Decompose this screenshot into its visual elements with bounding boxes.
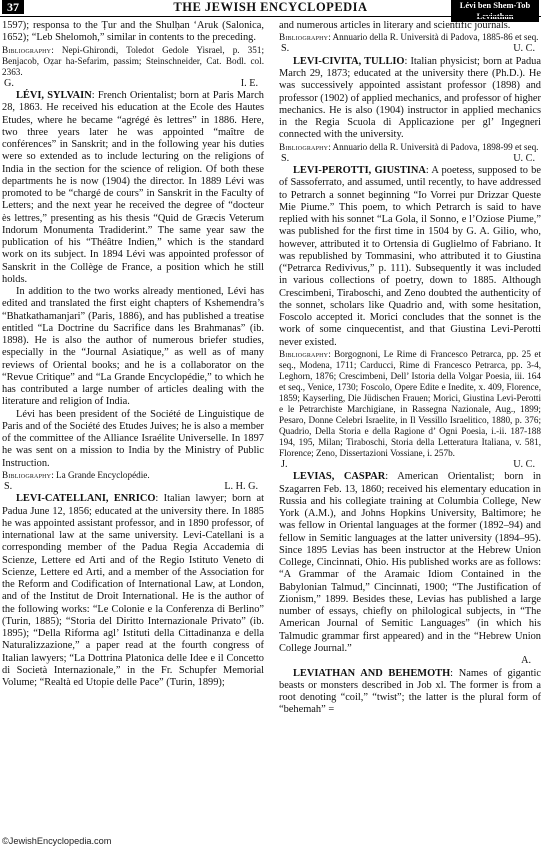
bibliography-label: Bibliography: [279, 32, 329, 43]
entry-levi-catellani: [2, 493, 264, 689]
right-column: [279, 20, 541, 717]
signature-left: J.: [281, 458, 288, 470]
entry-heading: LEVIAS, CASPAR: [293, 471, 386, 483]
bibliography: [279, 349, 541, 459]
signature-right: U. C.: [513, 458, 535, 470]
signature-right: I. E.: [240, 77, 258, 89]
page-number: 37: [2, 0, 24, 14]
bibliography-text: : Borgognoni, Le Rime di Francesco Petrarca, pp. 25 et seq., Modena, 1711; Carducci, Rime di Francesco Petrarca, pp. 3-4, Leghorn, 1876; Crescimbeni, Dell’ Istoria della Volgar Poesia, iii. 164 et seq., Venice, 1730; Foscolo, Opere Edite e Inedite, x. 409, Florence, 1859; Kayserling, Die Jüdischen Frauen; Morici, Giustina Levi-Perotti e le Petrarchiste Marchigiane, in Rassegna Nazionale, Aug., 1899; Pesaro, Donne Celebri Israelite, in Il Vessillo Israelitico, 1880, p. 376; Quadrio, Della Storia e della Ragione d’ Ogni Poesia, i.-ii. 187-188 194, 195, Milan; Tiraboschi, Storia della Letteratura Italiana, v. 581, Florence; Zeno, Dissertazioni Vossiane, i. 257b.: [279, 348, 541, 458]
entry-levi-civita: [279, 56, 541, 142]
signature: [279, 153, 541, 166]
signature: [279, 43, 541, 56]
bibliography-text: : Annuario della R. Università di Padova, 1898-99 et seq.: [328, 141, 539, 152]
signature: [2, 481, 264, 494]
bibliography-text: : Annuario della R. Università di Padova, 1885-86 et seq.: [328, 32, 539, 43]
running-head-first: Lévi ben Shem-Tob: [459, 0, 531, 10]
header-rule: [0, 16, 541, 17]
signature-left: S.: [4, 480, 13, 492]
bibliography-text: : Nepi-Ghirondi, Toledot Gedole Yisrael, p. 351; Benjacob, Oẓar ha-Sefarim, passim; Steinschneider, Cat. Bodl. col. 2363.: [2, 44, 264, 77]
bibliography-label: Bibliography: [2, 44, 52, 55]
entry-text: : American Orientalist; born in Szagarren Feb. 13, 1860; received his elementary education in Russia and his collegiate training at Columbia College, New York (A.M.), and Johns Hopkins University, Baltimore; he was fellow in Oriental languages at the former (1892–94) and fellow in Semitic languages at the latter university (1894–95). Since 1895 Levias has been instructor at the Hebrew Union College, Cincinnati, Ohio. His published works are as follows: “A Grammar of the Aramaic Idiom Contained in the Babylonian Talmud,” Cincinnati, 1900; “The Justification of Zionism,” 1899. Besides these, Levias has published a large number of essays, chiefly on philological subjects, in “The American Journal of Semitic Languages” (in which his Talmudic grammar first appeared) and in the “Hebrew Union College Journal.”: [279, 471, 541, 654]
bibliography: [2, 45, 264, 78]
entry-levi-perotti: [279, 165, 541, 349]
entry-text: : Italian physicist; born at Padua March 29, 1873; educated at the university there (Ph.D.). He was successively appointed assistant professor (1898) and professor (1902) of applied mechanics, and professor of higher mechanics. He is also (1904) instructor in applied mechanics in the Regia Scuola di Applicazione per gl’ Ingegneri connected with the university.: [279, 55, 541, 141]
entry-heading: LEVI-CIVITA, TULLIO: [293, 55, 405, 67]
continued-text: 1597); responsa to the Ṭur and the Shulḥan ‘Aruk (Salonica, 1652); “Leb Shelomoh,” similar in contents to the preceding.: [2, 20, 264, 44]
entry-levi-sylvain: [2, 90, 264, 286]
entry-heading: LEVIATHAN AND BEHEMOTH: [293, 667, 451, 679]
bibliography-label: Bibliography: [279, 141, 329, 152]
signature-left: S.: [281, 43, 290, 55]
signature: [279, 459, 541, 472]
signature: A.: [521, 655, 531, 666]
entry-paragraph: Lévi has been president of the Société de Linguistique de Paris and of the Société des Etudes Juives; he is also a member of the committee of the Alliance Israélite Universelle. In 1897 he was sent on a mission to India by the Ministry of Public Instruction.: [2, 408, 265, 469]
running-head-range: [451, 0, 539, 22]
signature-left: S.: [281, 152, 290, 164]
signature-right: L. H. G.: [224, 480, 258, 492]
signature: [2, 78, 264, 91]
bibliography: [2, 470, 264, 481]
entry-text: : French Orientalist; born at Paris March 28, 1863. He received his education at the Ecole des Hautes Etudes, where he became “agrégé ès lettres” in 1886. Here, two three years later he was appointed “maître de conférences” in Sanskrit; and in the following year his duties were so extended as to include lecturing on the religions of India in the section for the science of religion. Of both these departments he is now (1904) the director. In 1889 Lévi was promoted to be “chargé de cours” in Sanskrit in the Faculty of Letters; and the next year he received the degree of “docteur ès lettres,” presenting as his thesis “Quid de Græcis Veterum Indorum Monumenta Tradiderint.” The same year saw the publication of his “Théâtre Indien,” which is the standard work on its subject. In 1894 Lévi was appointed professor of Sanskrit in the Collège de France, a position which he still holds.: [2, 90, 265, 285]
running-head-last: Leviathan: [476, 10, 514, 21]
entry-text: : Italian lawyer; born at Padua June 12, 1856; educated at the university there. In 1885 he was appointed assistant professor, and in 1890 professor, of international law at the same university. Levi-Catellani is a corresponding member of the Padua Regia Accademia di Scienze, Lettere ed Arti and of the Regio Istituto Veneto di Scienze, Lettere ed Arti, and a member of the Association for the Reform and Codification of International Law, at London, and of the Institut de Droit International. He is the author of the following works: “Le Colonie e la Conferenza di Berlino” (Turin, 1885); “Storia del Diritto Internazionale Privato” (ib. 1895); “Della Riforma agl’ Istituti della Cittadinanza e della Naturalizzazione,” a paper read at the fourth congress of Italian lawyers; “La Dottrina Platonica delle Idee e il Concetto di Società Internazionale,” in the Fr. Schupfer Memorial Volume; “Realtà ed Utopie delle Pace” (Turin, 1899);: [2, 493, 264, 688]
signature-right: U. C.: [513, 43, 535, 55]
entry-heading: LEVI-CATELLANI, ENRICO: [16, 493, 156, 505]
entry-levias: [279, 471, 541, 655]
bibliography: [279, 32, 541, 43]
entry-leviathan: [279, 668, 541, 717]
bibliography-label: Bibliography: [279, 348, 329, 359]
running-title: THE JEWISH ENCYCLOPEDIA: [173, 0, 368, 14]
entry-paragraph: In addition to the two works already mentioned, Lévi has edited and translated the first eight chapters of Kshemendra’s “Bhatkathamanjari” (Paris, 1886), and has published a treatise entitled “La Doctrine du Sacrifice dans les Brahmanas” (ib. 1898). He is also the author of numerous briefer studies, especially in the “Journal Asiatique,” as well as of many reviews of Oriental books; and he is a collaborator on the “Revue Critique” and “La Grande Encyclopédie,” to which he has contributed a large number of articles dealing with the literature and religion of India.: [2, 286, 264, 408]
signature-right: U. C.: [513, 152, 535, 164]
left-column: [2, 20, 264, 689]
bibliography-label: Bibliography: [2, 469, 52, 480]
page-header: [0, 0, 541, 21]
continued-text: and numerous articles in literary and scientific journals.: [279, 20, 511, 31]
entry-heading: LEVI-PEROTTI, GIUSTINA: [293, 165, 426, 176]
entry-text: : Names of gigantic beasts or monsters described in Job xl. The former is from a root denoting “coil,” “twist”; the latter is the plural form of “behemah” =: [279, 667, 541, 716]
copyright-footer: ©JewishEncyclopedia.com: [2, 836, 112, 846]
entry-heading: LÉVI, SYLVAIN: [16, 90, 92, 101]
bibliography-text: : La Grande Encyclopédie.: [51, 469, 150, 480]
signature-left: G.: [4, 77, 14, 89]
entry-text: : A poetess, supposed to be of Sassoferrato, and assumed, until recently, to have addressed to Petrarch a sonnet beginning “Io Vorrei pur Drizzar Queste Mie Piume.” This poem, to which Petrarch is said to have replied with his sonnet “La Gola, il Sonno, e l’Oziose Piume,” was published for the first time in 1504 by G. A. Gilio, who, however, attributed it to Ortensia di Guglielmo of Fabriano. It was republished by Tommasini, who attributed it to Giustina (“Petrarca Redivivus,” p. 111). Subsequently it was included in various collections of poetry, down to 1885. Although Crescimbeni, Tiraboschi, and Zeno doubted the authenticity of the sonnet, scholars like Quadrio and, with some hesitation, Foscolo accepted it. Morici concludes that the sonnet is the work of some cinquecentist, and that Giustina Levi-Perotti never existed.: [279, 165, 541, 348]
bibliography: [279, 142, 541, 153]
